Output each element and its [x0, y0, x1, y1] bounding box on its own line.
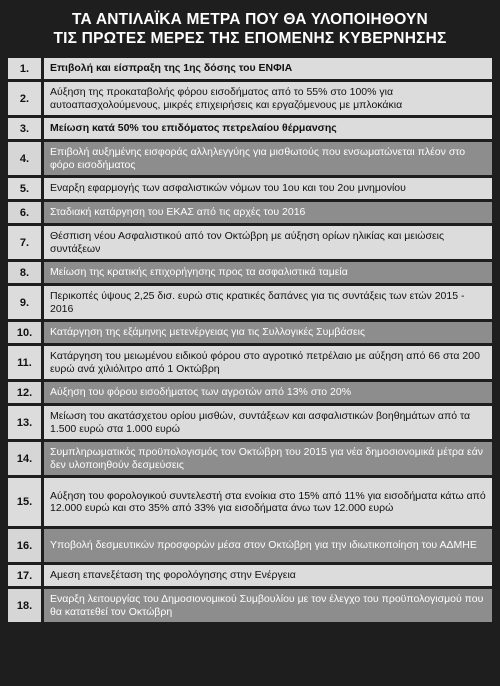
list-item: [8, 82, 492, 115]
item-text: Επιβολή αυξημένης εισφοράς αλληλεγγύης για μισθωτούς που ενσωματώνεται πλέον στο φόρο εισοδήματος: [44, 142, 492, 175]
page-title: [8, 6, 492, 58]
list-item: [8, 478, 492, 526]
item-number: 1.: [8, 58, 41, 79]
item-number: 7.: [8, 226, 41, 259]
item-number: 14.: [8, 442, 41, 475]
item-number: 4.: [8, 142, 41, 175]
list-item: [8, 529, 492, 562]
item-number: 12.: [8, 382, 41, 403]
item-text: Μείωση της κρατικής επιχορήγησης προς τα ασφαλιστικά ταμεία: [44, 262, 492, 283]
list-item: [8, 589, 492, 622]
item-text: Περικοπές ύψους 2,25 δισ. ευρώ στις κρατικές δαπάνες για τις συντάξεις των ετών 2015 - 2016: [44, 286, 492, 319]
measures-list: [8, 58, 492, 622]
item-text: Εναρξη εφαρμογής των ασφαλιστικών νόμων του 1ου και του 2ου μνημονίου: [44, 178, 492, 199]
item-text: Συμπληρωματικός προϋπολογισμός τον Οκτώβρη του 2015 για νέα δημοσιονομικά μέτρα εάν δεν υλοποιηθούν δεσμεύσεις: [44, 442, 492, 475]
item-text: Υποβολή δεσμευτικών προσφορών μέσα στον Οκτώβρη για την ιδιωτικοποίηση του ΑΔΜΗΕ: [44, 529, 492, 562]
item-text: Αύξηση του φόρου εισοδήματος των αγροτών από 13% στο 20%: [44, 382, 492, 403]
item-number: 9.: [8, 286, 41, 319]
item-text: Αύξηση του φορολογικού συντελεστή στα ενοίκια στο 15% από 11% για εισοδήματα κάτω από 12.000 ευρώ και στο 35% από 33% για εισοδήματα άνω των 12.000 ευρώ: [44, 478, 492, 526]
item-number: 3.: [8, 118, 41, 139]
list-item: [8, 565, 492, 586]
item-number: 11.: [8, 346, 41, 379]
item-number: 16.: [8, 529, 41, 562]
item-number: 17.: [8, 565, 41, 586]
list-item: [8, 118, 492, 139]
item-text: Επιβολή και είσπραξη της 1ης δόσης του ΕΝΦΙΑ: [44, 58, 492, 79]
list-item: [8, 226, 492, 259]
list-item: [8, 202, 492, 223]
title-line-1: ΤΑ ΑΝΤΙΛΑΪΚΑ ΜΕΤΡΑ ΠΟΥ ΘΑ ΥΛΟΠΟΙΗΘΟΥΝ: [72, 11, 428, 28]
item-text: Θέσπιση νέου Ασφαλιστικού από τον Οκτώβρη με αύξηση ορίων ηλικίας και μειώσεις συντάξεων: [44, 226, 492, 259]
item-text: Κατάργηση της εξάμηνης μετενέργειας για τις Συλλογικές Συμβάσεις: [44, 322, 492, 343]
item-text: Μείωση κατά 50% του επιδόματος πετρελαίου θέρμανσης: [44, 118, 492, 139]
item-text: Μείωση του ακατάσχετου ορίου μισθών, συντάξεων και ασφαλιστικών βοηθημάτων από τα 1.500 ευρώ στα 1.000 ευρώ: [44, 406, 492, 439]
title-line-2: ΤΙΣ ΠΡΩΤΕΣ ΜΕΡΕΣ ΤΗΣ ΕΠΟΜΕΝΗΣ ΚΥΒΕΡΝΗΣΗΣ: [53, 30, 447, 47]
item-number: 15.: [8, 478, 41, 526]
item-number: 13.: [8, 406, 41, 439]
list-item: [8, 58, 492, 79]
item-text: Κατάργηση του μειωμένου ειδικού φόρου στο αγροτικό πετρέλαιο με αύξηση από 66 στα 200 ευρώ ανά χιλιόλιτρο από 1 Οκτώβρη: [44, 346, 492, 379]
list-item: [8, 142, 492, 175]
item-text: Εναρξη λειτουργίας του Δημοσιονομικού Συμβουλίου με τον έλεγχο του προϋπολογισμού που θα κατατεθεί τον Οκτώβρη: [44, 589, 492, 622]
list-item: [8, 262, 492, 283]
item-text: Σταδιακή κατάργηση του ΕΚΑΣ από τις αρχές του 2016: [44, 202, 492, 223]
list-item: [8, 442, 492, 475]
item-number: 8.: [8, 262, 41, 283]
list-item: [8, 346, 492, 379]
list-item: [8, 286, 492, 319]
list-item: [8, 406, 492, 439]
list-item: [8, 178, 492, 199]
item-number: 6.: [8, 202, 41, 223]
item-number: 5.: [8, 178, 41, 199]
item-number: 18.: [8, 589, 41, 622]
list-item: [8, 382, 492, 403]
item-text: Αμεση επανεξέταση της φορολόγησης στην Ενέργεια: [44, 565, 492, 586]
list-item: [8, 322, 492, 343]
item-text: Αύξηση της προκαταβολής φόρου εισοδήματος από το 55% στο 100% για αυτοαπασχολούμενους, μικρές επιχειρήσεις και εργαζόμενους με μπλοκάκια: [44, 82, 492, 115]
item-number: 2.: [8, 82, 41, 115]
item-number: 10.: [8, 322, 41, 343]
